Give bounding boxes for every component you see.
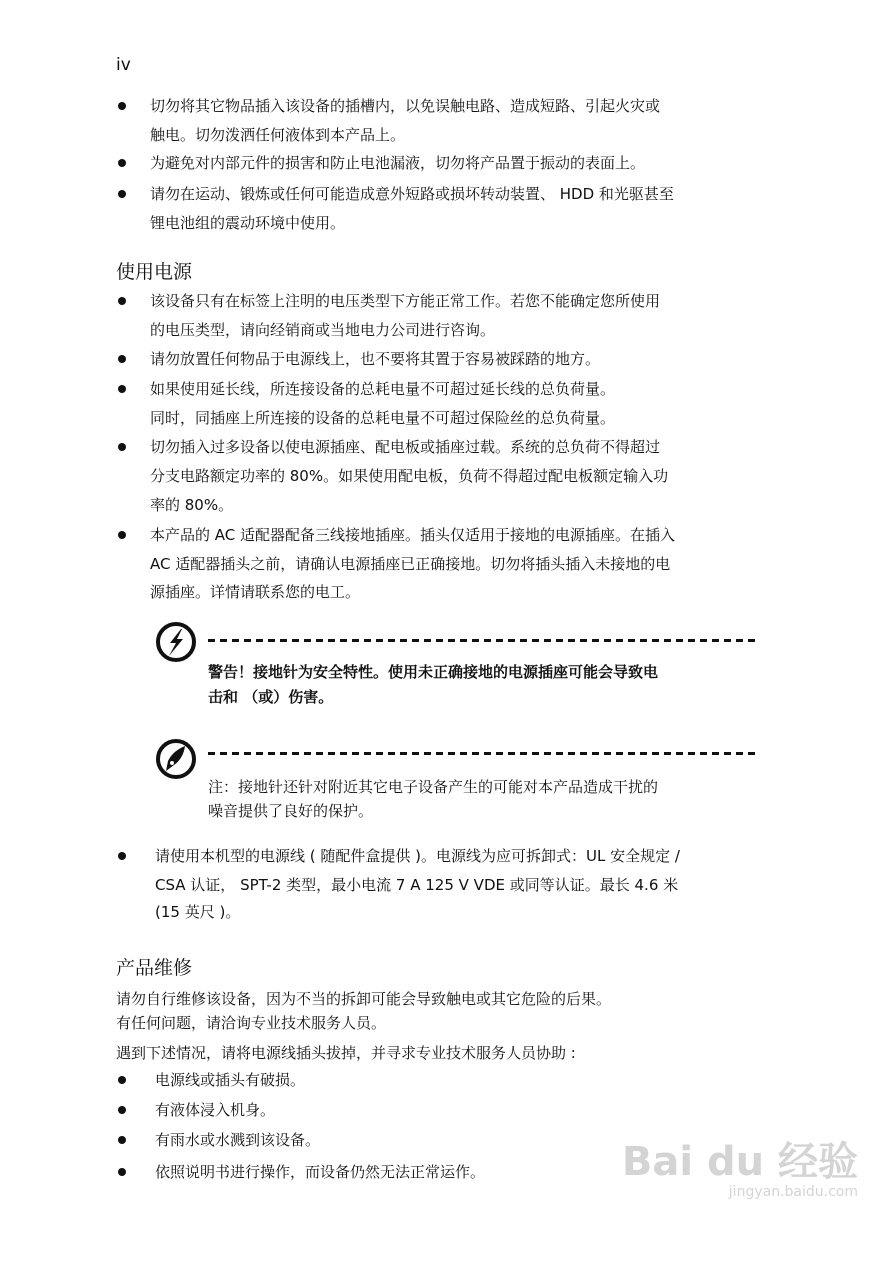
section-heading: 使用电源 (116, 261, 193, 283)
list-item: 切勿插入过多设备以使电源插座、配电板或插座过载。系统的总负荷不得超过 (150, 438, 661, 456)
watermark-brand: Bai du 经验 (621, 1139, 858, 1185)
list-item: 本产品的 AC 适配器配备三线接地插座。插头仅适用于接地的电源插座。在插入 (150, 526, 676, 544)
section-heading: 产品维修 (116, 957, 193, 979)
list-item: 有液体浸入机身。 (155, 1101, 276, 1119)
paragraph: 有任何问题，请洽询专业技术服务人员。 (116, 1014, 387, 1032)
warning-text: 击和 （或）伤害。 (208, 688, 334, 706)
bullet-icon (118, 1168, 126, 1176)
list-item: AC 适配器插头之前，请确认电源插座已正确接地。切勿将插头插入未接地的电 (150, 555, 671, 573)
list-item: 切勿将其它物品插入该设备的插槽内，以免误触电路、造成短路、引起火灾或 (150, 97, 661, 115)
list-item: 锂电池组的震动环境中使用。 (150, 214, 346, 232)
bullet-icon (118, 385, 126, 393)
list-item: 分支电路额定功率的 80%。如果使用配电板，负荷不得超过配电板额定输入功 (150, 467, 669, 485)
bullet-icon (118, 159, 126, 167)
note-text: 注：接地针还针对附近其它电子设备产生的可能对本产品造成干扰的 (208, 778, 659, 796)
divider (208, 639, 758, 642)
note-pen-icon (154, 737, 198, 781)
list-item: 有雨水或水溅到该设备。 (155, 1131, 321, 1149)
list-item: 同时，同插座上所连接的设备的总耗电量不可超过保险丝的总负荷量。 (150, 409, 616, 427)
bullet-icon (118, 355, 126, 363)
list-item: 触电。切勿泼洒任何液体到本产品上。 (150, 126, 406, 144)
list-item: CSA 认证， SPT-2 类型，最小电流 7 A 125 V VDE 或同等认证。最长 4.6 米 (155, 876, 679, 894)
bullet-icon (118, 1136, 126, 1144)
bullet-icon (118, 443, 126, 451)
list-item: 该设备只有在标签上注明的电压类型下方能正常工作。若您不能确定您所使用 (150, 292, 661, 310)
bullet-icon (118, 297, 126, 305)
list-item: 请勿放置任何物品于电源线上，也不要将其置于容易被踩踏的地方。 (150, 350, 601, 368)
warning-text: 警告！接地针为安全特性。使用未正确接地的电源插座可能会导致电 (208, 663, 659, 681)
paragraph: 遇到下述情况，请将电源线插头拔掉，并寻求专业技术服务人员协助 : (116, 1044, 576, 1062)
paragraph: 请勿自行维修该设备，因为不当的拆卸可能会导致触电或其它危险的后果。 (116, 990, 612, 1008)
list-item: 电源线或插头有破损。 (155, 1071, 306, 1089)
list-item: 请勿在运动、锻炼或任何可能造成意外短路或损坏转动装置、 HDD 和光驱甚至 (150, 185, 674, 203)
watermark-url: jingyan.baidu.com (728, 1184, 858, 1200)
watermark-logo (622, 1140, 858, 1200)
list-item: 的电压类型，请向经销商或当地电力公司进行咨询。 (150, 321, 496, 339)
bullet-icon (118, 852, 126, 860)
list-item: 依照说明书进行操作，而设备仍然无法正常运作。 (155, 1163, 486, 1181)
bullet-icon (118, 1076, 126, 1084)
list-item: (15 英尺 )。 (155, 903, 241, 921)
bullet-icon (118, 531, 126, 539)
page-number: iv (116, 55, 131, 75)
note-text: 噪音提供了良好的保护。 (208, 802, 374, 820)
bullet-icon (118, 1106, 126, 1114)
bullet-icon (118, 102, 126, 110)
list-item: 为避免对内部元件的损害和防止电池漏液，切勿将产品置于振动的表面上。 (150, 154, 646, 172)
list-item: 源插座。详情请联系您的电工。 (150, 583, 361, 601)
warning-lightning-icon (154, 620, 198, 664)
list-item: 率的 80%。 (150, 496, 234, 514)
list-item: 如果使用延长线，所连接设备的总耗电量不可超过延长线的总负荷量。 (150, 380, 616, 398)
bullet-icon (118, 190, 126, 198)
divider (208, 752, 758, 755)
list-item: 请使用本机型的电源线 ( 随配件盒提供 )。电源线为应可拆卸式：UL 安全规定 / (155, 847, 680, 865)
